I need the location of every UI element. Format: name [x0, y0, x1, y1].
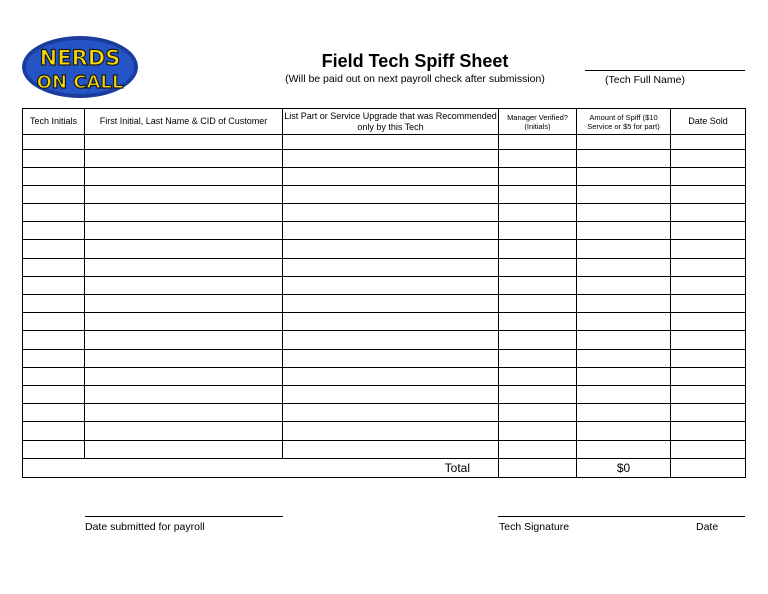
table-row — [23, 313, 746, 331]
tech-initials-cell[interactable] — [23, 240, 85, 258]
table-row — [23, 295, 746, 313]
part-service-cell[interactable] — [283, 331, 499, 349]
table-row — [23, 185, 746, 203]
date-sold-cell[interactable] — [671, 149, 746, 167]
date-sold-cell[interactable] — [671, 385, 746, 403]
manager-verified-cell[interactable] — [499, 295, 577, 313]
part-service-cell[interactable] — [283, 385, 499, 403]
amount-cell[interactable] — [577, 440, 671, 458]
col-header-amount: Amount of Spiff ($10 Service or $5 for part) — [577, 109, 671, 135]
manager-verified-cell[interactable] — [499, 422, 577, 440]
logo-text-line1: NERDS — [39, 46, 121, 70]
manager-verified-cell[interactable] — [499, 240, 577, 258]
tech-initials-cell[interactable] — [23, 185, 85, 203]
table-header-row — [23, 109, 746, 135]
customer-cell[interactable] — [85, 349, 283, 367]
manager-verified-cell[interactable] — [499, 135, 577, 150]
date-sold-cell[interactable] — [671, 258, 746, 276]
amount-cell[interactable] — [577, 404, 671, 422]
date-sold-cell[interactable] — [671, 422, 746, 440]
amount-cell[interactable] — [577, 385, 671, 403]
table-row — [23, 422, 746, 440]
customer-cell[interactable] — [85, 222, 283, 240]
customer-cell[interactable] — [85, 258, 283, 276]
part-service-cell[interactable] — [283, 422, 499, 440]
part-service-cell[interactable] — [283, 440, 499, 458]
customer-cell[interactable] — [85, 422, 283, 440]
date-sold-cell[interactable] — [671, 404, 746, 422]
part-service-cell[interactable] — [283, 185, 499, 203]
part-service-cell[interactable] — [283, 167, 499, 185]
manager-verified-cell[interactable] — [499, 313, 577, 331]
table-row — [23, 276, 746, 294]
manager-verified-cell[interactable] — [499, 367, 577, 385]
date-submitted-label: Date submitted for payroll — [85, 521, 205, 533]
col-header-part-service: List Part or Service Upgrade that was Recommended only by this Tech — [283, 109, 499, 135]
tech-initials-cell[interactable] — [23, 440, 85, 458]
table-row — [23, 331, 746, 349]
date-sold-cell[interactable] — [671, 167, 746, 185]
manager-verified-cell[interactable] — [499, 404, 577, 422]
total-date-cell — [671, 458, 746, 477]
spiff-table — [22, 108, 746, 478]
manager-verified-cell[interactable] — [499, 276, 577, 294]
amount-cell[interactable] — [577, 349, 671, 367]
total-row — [23, 458, 746, 477]
table-row — [23, 367, 746, 385]
amount-cell[interactable] — [577, 313, 671, 331]
tech-signature-line[interactable] — [498, 516, 745, 517]
date-sold-cell[interactable] — [671, 185, 746, 203]
date-sold-cell[interactable] — [671, 440, 746, 458]
tech-initials-cell[interactable] — [23, 276, 85, 294]
manager-verified-cell[interactable] — [499, 167, 577, 185]
tech-initials-cell[interactable] — [23, 313, 85, 331]
tech-name-line[interactable] — [585, 70, 745, 71]
logo-text-line2: ON CALL — [36, 72, 124, 93]
manager-verified-cell[interactable] — [499, 258, 577, 276]
date-sold-cell[interactable] — [671, 240, 746, 258]
amount-cell[interactable] — [577, 204, 671, 222]
part-service-cell[interactable] — [283, 313, 499, 331]
tech-initials-cell[interactable] — [23, 149, 85, 167]
tech-initials-cell[interactable] — [23, 422, 85, 440]
manager-verified-cell[interactable] — [499, 385, 577, 403]
tech-name-label: (Tech Full Name) — [605, 74, 685, 86]
customer-cell[interactable] — [85, 167, 283, 185]
date-sold-cell[interactable] — [671, 204, 746, 222]
date-sold-cell[interactable] — [671, 367, 746, 385]
part-service-cell[interactable] — [283, 404, 499, 422]
date-sold-cell[interactable] — [671, 331, 746, 349]
customer-cell[interactable] — [85, 149, 283, 167]
amount-cell[interactable] — [577, 222, 671, 240]
manager-verified-cell[interactable] — [499, 185, 577, 203]
date-sold-cell[interactable] — [671, 222, 746, 240]
customer-cell[interactable] — [85, 185, 283, 203]
table-row — [23, 440, 746, 458]
manager-verified-cell[interactable] — [499, 349, 577, 367]
total-label: Total — [23, 458, 499, 477]
tech-initials-cell[interactable] — [23, 331, 85, 349]
part-service-cell[interactable] — [283, 240, 499, 258]
tech-initials-cell[interactable] — [23, 204, 85, 222]
date-sold-cell[interactable] — [671, 276, 746, 294]
sheet-subtitle: (Will be paid out on next payroll check after submission) — [285, 73, 545, 85]
table-row — [23, 135, 746, 150]
customer-cell[interactable] — [85, 295, 283, 313]
nerds-on-call-logo — [20, 34, 140, 100]
tech-initials-cell[interactable] — [23, 367, 85, 385]
date-sold-cell[interactable] — [671, 135, 746, 150]
amount-cell[interactable] — [577, 422, 671, 440]
col-header-manager-verified: Manager Verified? (Initials) — [499, 109, 577, 135]
table-row — [23, 385, 746, 403]
customer-cell[interactable] — [85, 404, 283, 422]
table-row — [23, 240, 746, 258]
date-sold-cell[interactable] — [671, 295, 746, 313]
part-service-cell[interactable] — [283, 222, 499, 240]
amount-cell[interactable] — [577, 276, 671, 294]
signature-date-label: Date — [696, 521, 719, 533]
customer-cell[interactable] — [85, 135, 283, 150]
tech-initials-cell[interactable] — [23, 222, 85, 240]
table-row — [23, 204, 746, 222]
amount-cell[interactable] — [577, 367, 671, 385]
date-sold-cell[interactable] — [671, 349, 746, 367]
manager-verified-cell[interactable] — [499, 222, 577, 240]
col-header-tech-initials: Tech Initials — [23, 109, 85, 135]
customer-cell[interactable] — [85, 440, 283, 458]
amount-cell[interactable] — [577, 185, 671, 203]
manager-verified-cell[interactable] — [499, 204, 577, 222]
tech-initials-cell[interactable] — [23, 167, 85, 185]
table-row — [23, 349, 746, 367]
manager-verified-cell[interactable] — [499, 149, 577, 167]
tech-initials-cell[interactable] — [23, 295, 85, 313]
part-service-cell[interactable] — [283, 276, 499, 294]
customer-cell[interactable] — [85, 313, 283, 331]
customer-cell[interactable] — [85, 367, 283, 385]
manager-verified-cell[interactable] — [499, 331, 577, 349]
amount-cell[interactable] — [577, 149, 671, 167]
amount-cell[interactable] — [577, 240, 671, 258]
tech-initials-cell[interactable] — [23, 135, 85, 150]
tech-initials-cell[interactable] — [23, 258, 85, 276]
part-service-cell[interactable] — [283, 135, 499, 150]
table-row — [23, 149, 746, 167]
date-sold-cell[interactable] — [671, 313, 746, 331]
customer-cell[interactable] — [85, 204, 283, 222]
sheet-title: Field Tech Spiff Sheet — [321, 51, 509, 71]
part-service-cell[interactable] — [283, 204, 499, 222]
col-header-date-sold: Date Sold — [671, 109, 746, 135]
table-row — [23, 222, 746, 240]
tech-initials-cell[interactable] — [23, 349, 85, 367]
part-service-cell[interactable] — [283, 295, 499, 313]
tech-signature-label: Tech Signature — [499, 521, 570, 533]
amount-cell[interactable] — [577, 258, 671, 276]
customer-cell[interactable] — [85, 385, 283, 403]
total-manager-cell — [499, 458, 577, 477]
total-value: $0 — [577, 458, 671, 477]
amount-cell[interactable] — [577, 167, 671, 185]
part-service-cell[interactable] — [283, 349, 499, 367]
amount-cell[interactable] — [577, 135, 671, 150]
customer-cell[interactable] — [85, 276, 283, 294]
table-row — [23, 167, 746, 185]
tech-initials-cell[interactable] — [23, 404, 85, 422]
part-service-cell[interactable] — [283, 258, 499, 276]
part-service-cell[interactable] — [283, 149, 499, 167]
part-service-cell[interactable] — [283, 367, 499, 385]
table-row — [23, 258, 746, 276]
amount-cell[interactable] — [577, 331, 671, 349]
manager-verified-cell[interactable] — [499, 440, 577, 458]
date-submitted-line[interactable] — [85, 516, 283, 517]
customer-cell[interactable] — [85, 331, 283, 349]
amount-cell[interactable] — [577, 295, 671, 313]
customer-cell[interactable] — [85, 240, 283, 258]
col-header-customer: First Initial, Last Name & CID of Customer — [85, 109, 283, 135]
tech-initials-cell[interactable] — [23, 385, 85, 403]
table-row — [23, 404, 746, 422]
